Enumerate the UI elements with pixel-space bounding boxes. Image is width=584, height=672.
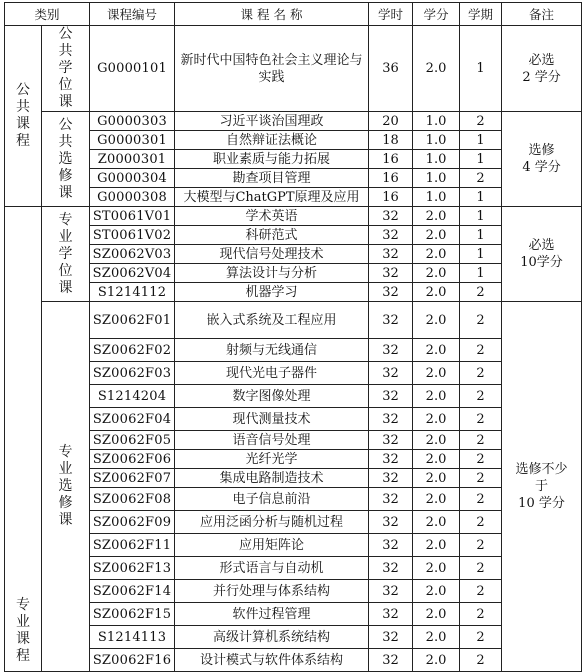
course-name: 学术英语 xyxy=(175,207,369,226)
course-credits: 2.0 xyxy=(413,557,460,580)
course-code: SZ0062F07 xyxy=(90,469,175,488)
course-credits: 1.0 xyxy=(413,169,460,188)
header-note: 备注 xyxy=(502,3,582,26)
course-name: 嵌入式系统及工程应用 xyxy=(175,302,369,339)
course-code: G0000101 xyxy=(90,26,175,112)
course-name: 数字图像处理 xyxy=(175,385,369,408)
course-term: 2 xyxy=(460,112,502,131)
course-term: 2 xyxy=(460,626,502,649)
course-hours: 32 xyxy=(369,408,413,431)
course-credits: 2.0 xyxy=(413,511,460,534)
course-term: 2 xyxy=(460,580,502,603)
header-code: 课程编号 xyxy=(90,3,175,26)
course-term: 2 xyxy=(460,488,502,511)
note-line: 于 xyxy=(535,479,549,494)
course-term: 1 xyxy=(460,131,502,150)
course-name: 电子信息前沿 xyxy=(175,488,369,511)
course-name: 射频与无线通信 xyxy=(175,339,369,362)
table-row xyxy=(5,511,582,534)
course-name: 现代光电子器件 xyxy=(175,362,369,385)
course-hours: 32 xyxy=(369,450,413,469)
course-term: 1 xyxy=(460,264,502,283)
course-hours: 36 xyxy=(369,26,413,112)
course-term: 2 xyxy=(460,557,502,580)
course-code: G0000303 xyxy=(90,112,175,131)
course-code: SZ0062F11 xyxy=(90,534,175,557)
course-term: 1 xyxy=(460,245,502,264)
course-name: 算法设计与分析 xyxy=(175,264,369,283)
course-hours: 20 xyxy=(369,112,413,131)
subgroup-public-degree: 公 共 学 位 课 xyxy=(42,26,90,112)
table-row xyxy=(5,131,582,150)
course-hours: 32 xyxy=(369,469,413,488)
subgroup-public-elective: 公 共 选 修 课 xyxy=(42,112,90,207)
note-line: 选修 xyxy=(528,143,555,158)
course-hours: 16 xyxy=(369,150,413,169)
course-term: 1 xyxy=(460,150,502,169)
course-code: SZ0062F08 xyxy=(90,488,175,511)
course-code: S1214204 xyxy=(90,385,175,408)
course-code: SZ0062V03 xyxy=(90,245,175,264)
course-code: G0000301 xyxy=(90,131,175,150)
course-hours: 32 xyxy=(369,431,413,450)
subgroup-major-elective: 专 业 选 修 课 xyxy=(42,302,90,672)
table-row xyxy=(5,469,582,488)
header-term: 学期 xyxy=(460,3,502,26)
course-credits: 2.0 xyxy=(413,450,460,469)
table-row xyxy=(5,264,582,283)
course-code: SZ0062F01 xyxy=(90,302,175,339)
course-term: 2 xyxy=(460,603,502,626)
course-code: SZ0062F15 xyxy=(90,603,175,626)
course-name: 应用矩阵论 xyxy=(175,534,369,557)
course-hours: 32 xyxy=(369,264,413,283)
course-term: 1 xyxy=(460,188,502,207)
course-credits: 1.0 xyxy=(413,188,460,207)
course-name: 科研范式 xyxy=(175,226,369,245)
note-major-degree xyxy=(502,207,582,302)
course-name: 现代测量技术 xyxy=(175,408,369,431)
course-term: 2 xyxy=(460,450,502,469)
course-hours: 32 xyxy=(369,362,413,385)
table-row xyxy=(5,626,582,649)
course-credits: 2.0 xyxy=(413,469,460,488)
course-hours: 18 xyxy=(369,131,413,150)
course-credits: 2.0 xyxy=(413,339,460,362)
table-row xyxy=(5,302,582,339)
course-code: SZ0062F03 xyxy=(90,362,175,385)
course-term: 2 xyxy=(460,431,502,450)
group-major-courses: 专 业 课 程 xyxy=(5,207,42,672)
course-hours: 32 xyxy=(369,339,413,362)
course-code: S1214113 xyxy=(90,626,175,649)
course-name: 习近平谈治国理政 xyxy=(175,112,369,131)
course-credits: 2.0 xyxy=(413,649,460,672)
course-name: 职业素质与能力拓展 xyxy=(175,150,369,169)
table-row xyxy=(5,603,582,626)
course-name: 光纤光学 xyxy=(175,450,369,469)
course-credits: 2.0 xyxy=(413,362,460,385)
course-name: 新时代中国特色社会主义理论与实践 xyxy=(175,26,369,112)
course-hours: 32 xyxy=(369,626,413,649)
course-credits: 1.0 xyxy=(413,131,460,150)
course-code: SZ0062F16 xyxy=(90,649,175,672)
course-credits: 2.0 xyxy=(413,226,460,245)
course-credits: 2.0 xyxy=(413,26,460,112)
note-public-elective xyxy=(502,112,582,207)
course-credits: 1.0 xyxy=(413,112,460,131)
course-hours: 32 xyxy=(369,603,413,626)
course-credits: 2.0 xyxy=(413,408,460,431)
course-name: 软件过程管理 xyxy=(175,603,369,626)
table-row xyxy=(5,339,582,362)
course-hours: 32 xyxy=(369,557,413,580)
table-row xyxy=(5,580,582,603)
note-line: 选修不少 xyxy=(515,462,568,477)
course-credits: 2.0 xyxy=(413,580,460,603)
course-term: 2 xyxy=(460,385,502,408)
course-credits: 2.0 xyxy=(413,626,460,649)
course-term: 2 xyxy=(460,362,502,385)
course-name: 形式语言与自动机 xyxy=(175,557,369,580)
course-hours: 16 xyxy=(369,188,413,207)
table-row xyxy=(5,534,582,557)
course-credits: 2.0 xyxy=(413,245,460,264)
note-line: 10学分 xyxy=(520,255,563,270)
table-row xyxy=(5,245,582,264)
course-code: SZ0062F02 xyxy=(90,339,175,362)
course-term: 2 xyxy=(460,408,502,431)
table-body xyxy=(5,26,582,672)
course-name: 机器学习 xyxy=(175,283,369,302)
course-name: 自然辩证法概论 xyxy=(175,131,369,150)
course-term: 2 xyxy=(460,469,502,488)
table-row xyxy=(5,385,582,408)
course-code: G0000308 xyxy=(90,188,175,207)
course-code: SZ0062F09 xyxy=(90,511,175,534)
note-public-degree xyxy=(502,26,582,112)
course-credits: 2.0 xyxy=(413,431,460,450)
course-term: 2 xyxy=(460,169,502,188)
course-hours: 32 xyxy=(369,283,413,302)
course-term: 2 xyxy=(460,649,502,672)
table-row xyxy=(5,557,582,580)
course-term: 2 xyxy=(460,283,502,302)
note-line: 4 学分 xyxy=(522,160,561,175)
course-code: ST0061V01 xyxy=(90,207,175,226)
course-hours: 32 xyxy=(369,226,413,245)
course-name: 集成电路制造技术 xyxy=(175,469,369,488)
course-hours: 32 xyxy=(369,488,413,511)
course-name: 应用泛函分析与随机过程 xyxy=(175,511,369,534)
course-credits: 2.0 xyxy=(413,534,460,557)
course-name: 并行处理与体系结构 xyxy=(175,580,369,603)
course-term: 2 xyxy=(460,511,502,534)
note-line: 必选 xyxy=(528,52,555,68)
note-line: 10 学分 xyxy=(518,496,565,511)
course-term: 1 xyxy=(460,226,502,245)
header-row xyxy=(5,3,582,26)
group-public-courses: 公 共 课 程 xyxy=(5,26,42,207)
table-row xyxy=(5,188,582,207)
table-row xyxy=(5,169,582,188)
note-major-elective xyxy=(502,302,582,672)
course-credits: 2.0 xyxy=(413,385,460,408)
header-name: 课 程 名 称 xyxy=(175,3,369,26)
course-term: 2 xyxy=(460,339,502,362)
subgroup-major-degree: 专 业 学 位 课 xyxy=(42,207,90,302)
course-credits: 2.0 xyxy=(413,302,460,339)
course-code: ST0061V02 xyxy=(90,226,175,245)
course-hours: 32 xyxy=(369,580,413,603)
course-credits: 2.0 xyxy=(413,264,460,283)
header-credits: 学分 xyxy=(413,3,460,26)
course-code: SZ0062F05 xyxy=(90,431,175,450)
course-hours: 32 xyxy=(369,302,413,339)
table-row xyxy=(5,226,582,245)
course-code: SZ0062F04 xyxy=(90,408,175,431)
note-line: 2 学分 xyxy=(522,69,561,85)
course-name: 设计模式与软件体系结构 xyxy=(175,649,369,672)
course-term: 1 xyxy=(460,207,502,226)
course-name: 大模型与ChatGPT原理及应用 xyxy=(175,188,369,207)
course-term: 2 xyxy=(460,534,502,557)
course-credits: 2.0 xyxy=(413,603,460,626)
table-row xyxy=(5,649,582,672)
course-code: G0000304 xyxy=(90,169,175,188)
course-hours: 32 xyxy=(369,385,413,408)
table-row xyxy=(5,26,582,112)
table-row xyxy=(5,488,582,511)
course-credits: 2.0 xyxy=(413,207,460,226)
header-hours: 学时 xyxy=(369,3,413,26)
table-row xyxy=(5,431,582,450)
table-row xyxy=(5,150,582,169)
course-name: 勘查项目管理 xyxy=(175,169,369,188)
course-code: SZ0062V04 xyxy=(90,264,175,283)
course-credits: 1.0 xyxy=(413,150,460,169)
course-code: SZ0062F14 xyxy=(90,580,175,603)
table-row xyxy=(5,207,582,226)
course-hours: 16 xyxy=(369,169,413,188)
table-row xyxy=(5,408,582,431)
course-term: 1 xyxy=(460,26,502,112)
course-hours: 32 xyxy=(369,511,413,534)
course-hours: 32 xyxy=(369,649,413,672)
course-code: SZ0062F13 xyxy=(90,557,175,580)
course-name: 语音信号处理 xyxy=(175,431,369,450)
course-code: S1214112 xyxy=(90,283,175,302)
table-row xyxy=(5,450,582,469)
course-credits: 2.0 xyxy=(413,283,460,302)
table-row xyxy=(5,283,582,302)
course-name: 现代信号处理技术 xyxy=(175,245,369,264)
course-code: SZ0062F06 xyxy=(90,450,175,469)
curriculum-table xyxy=(4,2,582,672)
header-category: 类别 xyxy=(5,3,90,26)
course-term: 2 xyxy=(460,302,502,339)
table-row xyxy=(5,112,582,131)
course-hours: 32 xyxy=(369,207,413,226)
course-code: Z0000301 xyxy=(90,150,175,169)
course-name: 高级计算机系统结构 xyxy=(175,626,369,649)
course-credits: 2.0 xyxy=(413,488,460,511)
course-hours: 32 xyxy=(369,534,413,557)
note-line: 必选 xyxy=(528,238,555,253)
table-row xyxy=(5,362,582,385)
course-hours: 32 xyxy=(369,245,413,264)
